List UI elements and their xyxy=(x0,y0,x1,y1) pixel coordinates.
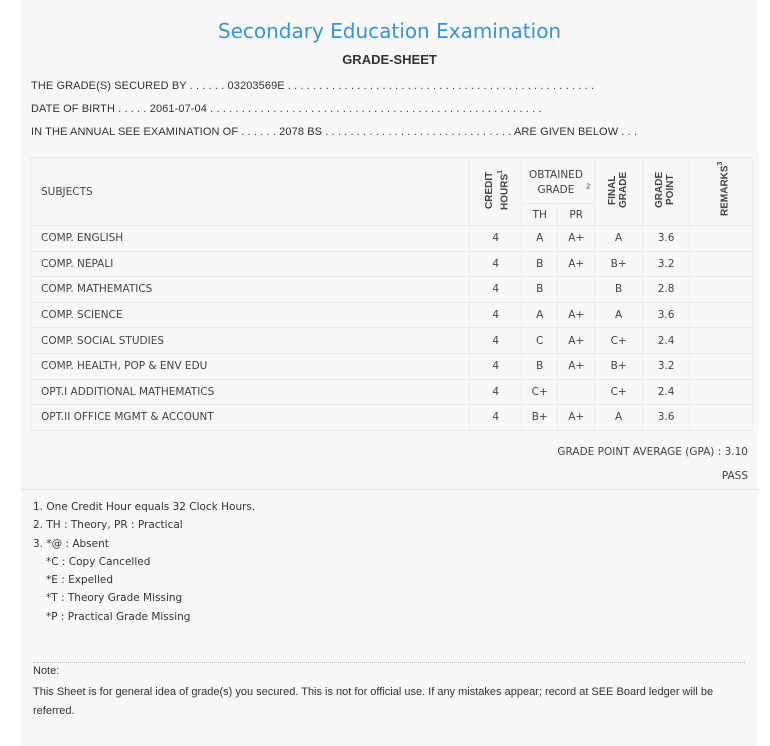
credit-cell: 4 xyxy=(470,405,522,431)
table-row xyxy=(31,277,753,303)
remarks-cell xyxy=(690,226,753,252)
grade-sheet-heading: GRADE-SHEET xyxy=(342,52,437,67)
subject-cell: OPT.II OFFICE MGMT & ACCOUNT xyxy=(31,405,470,431)
pr-cell: A+ xyxy=(558,251,595,277)
gpa-summary: GRADE POINT AVERAGE (GPA) : 3.10 xyxy=(557,446,748,458)
header-obtained-grade: OBTAINED GRADE $^2$ xyxy=(522,158,595,204)
result-status: PASS xyxy=(721,470,748,482)
th-cell: B xyxy=(522,251,558,277)
credit-cell: 4 xyxy=(470,277,522,303)
th-cell: B xyxy=(522,353,558,379)
remarks-cell xyxy=(690,379,753,405)
final-grade-cell: A xyxy=(595,302,643,328)
th-cell: C xyxy=(522,328,558,354)
final-grade-cell: B+ xyxy=(595,251,643,277)
table-row xyxy=(31,405,753,431)
grade-point-cell: 3.2 xyxy=(643,353,690,379)
legend-item: *E : Expelled xyxy=(46,574,114,587)
legend-item: 2. TH : Theory, PR : Practical xyxy=(33,519,183,532)
grade-point-cell: 2.4 xyxy=(643,379,690,405)
th-cell: C+ xyxy=(522,379,558,405)
pr-cell xyxy=(558,379,595,405)
legend-item: *T : Theory Grade Missing xyxy=(46,592,183,605)
th-cell: A xyxy=(522,302,558,328)
th-cell: B xyxy=(522,277,558,303)
secured-by-line: THE GRADE(S) SECURED BY . . . . . . 03203569E . . . . . . . . . . . . . . . . . . . . . . . . . . . . . . . . . . . . . . . . . . . . . . . . . xyxy=(31,80,595,92)
page-title: Secondary Education Examination xyxy=(217,19,562,43)
remarks-cell xyxy=(690,328,753,354)
th-cell: A xyxy=(522,226,558,252)
subject-cell: COMP. NEPALI xyxy=(31,251,470,277)
table-row xyxy=(31,353,753,379)
header-subjects: SUBJECTS xyxy=(31,158,470,226)
subject-cell: COMP. HEALTH, POP & ENV EDU xyxy=(31,353,470,379)
legend-list xyxy=(33,498,255,626)
grade-point-cell: 3.2 xyxy=(643,251,690,277)
subject-cell: OPT.I ADDITIONAL MATHEMATICS xyxy=(31,379,470,405)
th-cell: B+ xyxy=(522,405,558,431)
pr-cell: A+ xyxy=(558,302,595,328)
credit-cell: 4 xyxy=(470,353,522,379)
section-divider xyxy=(21,489,758,490)
header-remarks: REMARKS$^3$ xyxy=(690,158,753,226)
legend-item: 3. *@ : Absent xyxy=(33,537,109,550)
subject-cell: COMP. SOCIAL STUDIES xyxy=(31,328,470,354)
pr-cell: A+ xyxy=(558,353,595,379)
note-label: Note: xyxy=(33,665,60,677)
header-credit-hours: CREDIT HOURS$^1$ xyxy=(470,158,522,226)
table-row xyxy=(31,226,753,252)
subject-cell: COMP. MATHEMATICS xyxy=(31,277,470,303)
note-divider xyxy=(33,662,745,663)
pr-cell xyxy=(558,277,595,303)
final-grade-cell: A xyxy=(595,226,643,252)
table-row xyxy=(31,251,753,277)
subject-cell: COMP. SCIENCE xyxy=(31,302,470,328)
subject-cell: COMP. ENGLISH xyxy=(31,226,470,252)
grade-point-cell: 2.4 xyxy=(643,328,690,354)
table-row xyxy=(31,379,753,405)
final-grade-cell: A xyxy=(595,405,643,431)
remarks-cell xyxy=(690,302,753,328)
note-text: This Sheet is for general idea of grade(s) you secured. This is not for official use. If any mistakes appear; record at SEE Board ledger will be referred. xyxy=(33,686,714,717)
legend-item: *P : Practical Grade Missing xyxy=(46,610,191,623)
remarks-cell xyxy=(690,251,753,277)
final-grade-cell: B+ xyxy=(595,353,643,379)
table-row xyxy=(31,328,753,354)
remarks-cell xyxy=(690,277,753,303)
header-grade-point: GRADE POINT xyxy=(643,158,690,226)
credit-cell: 4 xyxy=(470,328,522,354)
legend-item: *C : Copy Cancelled xyxy=(46,555,151,568)
pr-cell: A+ xyxy=(558,328,595,354)
header-final-grade: FINAL GRADE xyxy=(595,158,643,226)
grade-point-cell: 2.8 xyxy=(643,277,690,303)
table-row xyxy=(31,302,753,328)
grade-point-cell: 3.6 xyxy=(643,302,690,328)
pr-cell: A+ xyxy=(558,226,595,252)
final-grade-cell: C+ xyxy=(595,328,643,354)
credit-cell: 4 xyxy=(470,379,522,405)
pr-cell: A+ xyxy=(558,405,595,431)
grades-table xyxy=(30,157,753,431)
date-of-birth-line: DATE OF BIRTH . . . . . 2061-07-04 . . . . . . . . . . . . . . . . . . . . . . . . . . . . . . . . . . . . . . . . . . . . . . . . . . . . . xyxy=(31,103,542,115)
credit-cell: 4 xyxy=(470,226,522,252)
exam-line: IN THE ANNUAL SEE EXAMINATION OF . . . . . . 2078 BS . . . . . . . . . . . . . . . . . . . . . . . . . . . . . . ARE GIVEN BELOW . . . xyxy=(31,126,638,138)
final-grade-cell: C+ xyxy=(595,379,643,405)
grade-point-cell: 3.6 xyxy=(643,405,690,431)
grade-sheet-panel xyxy=(21,0,758,746)
remarks-cell xyxy=(690,405,753,431)
credit-cell: 4 xyxy=(470,251,522,277)
final-grade-cell: B xyxy=(595,277,643,303)
header-pr: PR xyxy=(558,204,595,226)
grade-point-cell: 3.6 xyxy=(643,226,690,252)
credit-cell: 4 xyxy=(470,302,522,328)
header-th: TH xyxy=(522,204,558,226)
legend-item: 1. One Credit Hour equals 32 Clock Hours. xyxy=(33,501,256,513)
remarks-cell xyxy=(690,353,753,379)
